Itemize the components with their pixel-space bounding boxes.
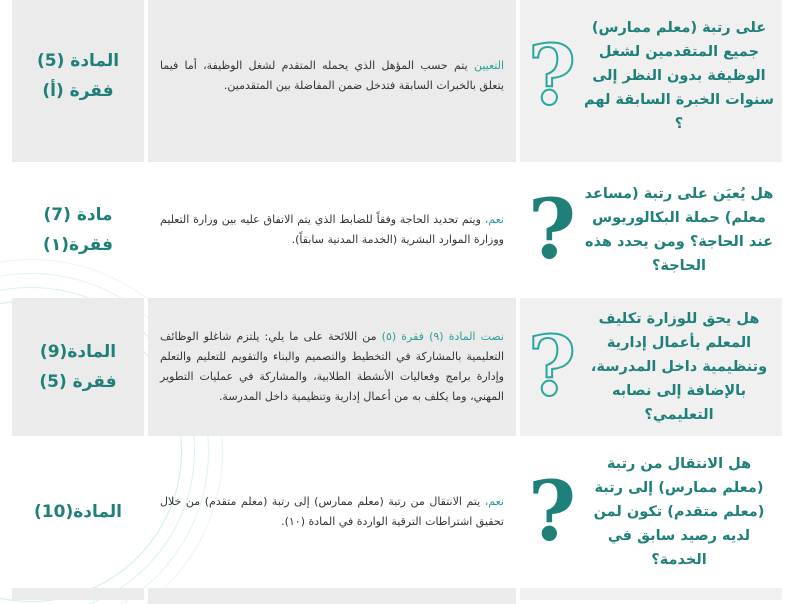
question-mark-solid-icon: ?	[527, 182, 577, 278]
question-cell	[520, 164, 782, 296]
reference-paragraph: فقرة (5)	[39, 372, 117, 392]
question-cell	[520, 438, 782, 586]
question-mark-outline-icon: ?	[527, 28, 577, 124]
reference-article: المادة (5)	[36, 51, 120, 71]
answer-text: من اللائحة على ما يلي: يلتزم شاغلو الوظائف التعليمية بالمشاركة في التخطيط والتصميم والبناء والتقويم للتعليم والتعلم وإدارة برامج وفعاليات الأنشطة الطلابية، والمشاركة في عمليات التطوير المهني، وما يكلف به من أعمال إدارية وتنظيمية داخل المدرسة.	[160, 330, 504, 403]
answer-cell	[148, 438, 516, 586]
question-cell	[520, 298, 782, 436]
question-cell	[520, 0, 782, 162]
answer-cell	[148, 298, 516, 436]
reference-cell	[12, 164, 144, 296]
answer-cell	[148, 164, 516, 296]
reference-paragraph: فقرة (أ)	[42, 81, 114, 101]
reference-article: مادة (7)	[43, 205, 113, 225]
answer-lead: التعيين	[473, 59, 504, 72]
reference-cell	[12, 0, 144, 162]
reference-cell	[12, 588, 144, 600]
reference-article: المادة(9)	[39, 342, 117, 362]
faq-row-3	[12, 298, 782, 436]
faq-row-4	[12, 438, 782, 586]
question-text: هل الانتقال من رتبة (معلم ممارس) إلى رتبة (معلم متقدم) تكون لمن لديه رصيد سابق في الخدمة؟	[593, 456, 765, 568]
answer-cell	[148, 0, 516, 162]
answer-text: يتم الانتقال من رتبة (معلم ممارس) إلى رتبة (معلم متقدم) من خلال تحقيق اشتراطات الترقية الواردة في المادة (١٠).	[160, 495, 504, 528]
question-text: على رتبة (معلم ممارس) جميع المتقدمين لشغل الوظيفة بدون النظر إلى سنوات الخبرة السابقة لهم ؟	[584, 20, 774, 132]
faq-row-1	[12, 0, 782, 162]
answer-lead: نعم،	[484, 495, 504, 508]
reference-article: المادة(10)	[34, 502, 122, 522]
question-mark-solid-icon: ?	[527, 464, 577, 560]
answer-text: ويتم تحديد الحاجة وفقاً للضابط الذي يتم الاتفاق عليه بين وزارة التعليم ووزارة الموارد البشرية (الخدمة المدنية سابقاً).	[160, 213, 504, 246]
question-mark-outline-icon: ?	[527, 319, 577, 415]
question-cell	[520, 588, 782, 600]
question-text: هل يُعيَن على رتبة (مساعد معلم) حملة البكالوريوس عند الحاجة؟ ومن يحدد هذه الحاجة؟	[584, 186, 774, 274]
reference-cell	[12, 438, 144, 586]
reference-paragraph: فقرة(١)	[43, 235, 113, 255]
question-text: هل يحق للوزارة تكليف المعلم بأعمال إدارية وتنظيمية داخل المدرسة، بالإضافة إلى نصابه التعليمي؟	[590, 311, 768, 423]
answer-cell	[148, 588, 516, 604]
answer-text: يتم حسب المؤهل الذي يحمله المتقدم لشغل الوظيفة، أما فيما يتعلق بالخبرات السابقة فتدخل ضمن المفاضلة بين المتقدمين.	[160, 59, 504, 92]
answer-lead: نصت المادة (٩) فقرة (٥)	[381, 330, 504, 343]
reference-cell	[12, 298, 144, 436]
answer-lead: نعم،	[484, 213, 504, 226]
faq-row-2	[12, 164, 782, 296]
faq-row-5-partial	[12, 588, 782, 600]
